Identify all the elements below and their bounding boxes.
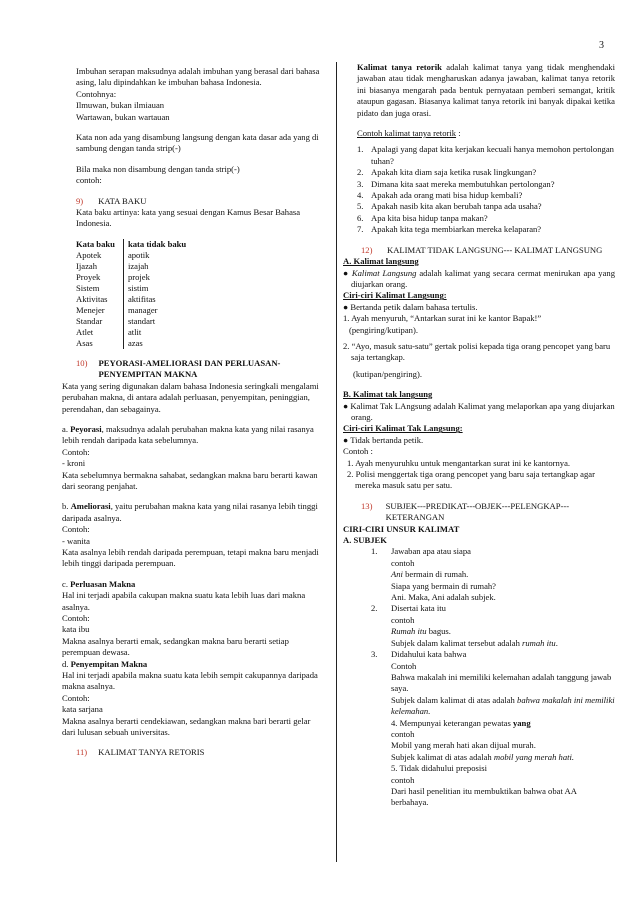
- example: kata sarjana: [62, 704, 103, 715]
- example: Ilmuwan, bukan ilmiauan: [76, 100, 165, 111]
- example: Dari hasil penelitian itu membuktikan bahwa obat AA berbahaya.: [391, 785, 577, 808]
- table-cell-tidak-baku: projek: [123, 272, 194, 283]
- section-heading-11: 11) KALIMAT TANYA RETORIS: [76, 747, 205, 758]
- example: 2. Polisi menggertak tiga orang pencopet yang baru saja tertangkap agar mereka masuk satu per satu.: [347, 469, 595, 491]
- list-item: 2. Apakah kita diam saja ketika rusak lingkungan?: [357, 167, 537, 178]
- paragraph: perubahan makna, di antara adalah perluasan, penyempitan, peninggian,: [62, 392, 310, 403]
- example: Rumah itu bagus.: [391, 626, 451, 637]
- table-row: [76, 305, 194, 316]
- paragraph: Imbuhan serapan maksudnya adalah imbuhan yang berasal dari bahasa asing, lalu dipindahkan ke imbuhan bahasa Indonesia.: [76, 66, 320, 88]
- bullet: ● Kalimat Tak LAngsung adalah Kalimat yang melaporkan apa yang diujarkan orang.: [343, 400, 615, 422]
- example: Siapa yang bermain di rumah?: [391, 580, 497, 591]
- subheading: B. Kalimat tak langsung: [343, 389, 433, 400]
- table-row: [76, 250, 194, 261]
- example: (pengiring/kutipan).: [349, 324, 418, 335]
- example: Wartawan, bukan wartauan: [76, 111, 170, 122]
- text: makna asalnya.: [62, 681, 115, 692]
- table-cell-baku: Aktivitas: [76, 293, 108, 304]
- table-cell-tidak-baku: atlit: [123, 327, 194, 338]
- example: - kroni: [62, 458, 86, 469]
- label: Contoh:: [62, 613, 90, 623]
- term-b: b. Ameliorasi, yaitu perubahan makna kata yang nilai rasanya lebih tinggi: [62, 501, 318, 512]
- table-cell-tidak-baku: sistim: [123, 283, 194, 294]
- term-a: a. Peyorasi, maksudnya adalah perubahan makna kata yang nilai rasanya: [62, 423, 314, 434]
- example: Subjek dalam kalimat di atas adalah bahwa makalah ini memiliki kelemahan.: [391, 694, 615, 717]
- table-cell-tidak-baku: azas: [123, 338, 194, 349]
- retorik-list: [343, 144, 615, 235]
- table-row: [76, 283, 194, 294]
- table-cell-tidak-baku: izajah: [123, 261, 194, 272]
- paragraph: Kata baku artinya: kata yang sesuai dengan Kamus Besar Bahasa Indonesia.: [76, 207, 301, 229]
- text: lebih tinggi daripada perempuan.: [62, 558, 176, 569]
- text: Kata asalnya lebih rendah daripada perempuan, tetapi makna baru menjadi: [62, 546, 319, 557]
- subheading: Ciri-ciri Kalimat Langsung:: [343, 290, 447, 301]
- example: Ani. Maka, Ani adalah subjek.: [391, 592, 496, 603]
- list-item: 3. Didahului kata bahwa: [371, 649, 467, 660]
- subheading: A. SUBJEK: [343, 535, 387, 546]
- table-row: [76, 316, 194, 327]
- label: Contoh: [391, 660, 417, 671]
- label: contoh: [391, 614, 415, 625]
- example: - wanita: [62, 535, 90, 546]
- table-cell-baku: Atlet: [76, 326, 94, 337]
- table-cell-baku: Standar: [76, 315, 103, 326]
- label: contoh: [391, 774, 415, 785]
- list-item: 4. Mempunyai keterangan pewatas yang: [391, 717, 531, 728]
- example: kata ibu: [62, 624, 90, 635]
- example: Subjek dalam kalimat tersebut adalah rumah itu.: [391, 637, 558, 648]
- example: (kutipan/pengiring).: [353, 368, 422, 379]
- table-cell-baku: Asas: [76, 337, 93, 348]
- text: perempuan dewasa.: [62, 647, 130, 658]
- text: dari seorang penjahat.: [62, 480, 138, 491]
- label: Contoh:: [62, 446, 90, 457]
- table-cell-tidak-baku: manager: [123, 305, 194, 316]
- label: Contohnya:: [76, 88, 117, 99]
- label: contoh:: [76, 175, 102, 186]
- example: Mobil yang merah hati akan dijual murah.: [391, 740, 536, 751]
- table-row: [76, 327, 194, 338]
- table-cell-baku: Sistem: [76, 282, 100, 293]
- subheading: CIRI-CIRI UNSUR KALIMAT: [343, 523, 460, 534]
- list-item: 5. Apakah nasib kita akan berubah tanpa ada usaha?: [357, 201, 542, 212]
- table-row: [76, 261, 194, 272]
- section-heading-9: 9) KATA BAKU: [76, 195, 147, 206]
- example: 2. “Ayo, masuk satu-satu” gertak polisi kepada tiga orang pencopet yang baru saja tertangkap.: [343, 340, 611, 363]
- list-item: 1. Apalagi yang dapat kita kerjakan kecuali hanya memohon pertolongan tuhan?: [357, 144, 614, 166]
- table-cell-baku: Proyek: [76, 271, 101, 282]
- text: Kata sebelumnya bermakna sahabat, sedangkan makna baru berarti kawan: [62, 469, 318, 480]
- text: Makna asalnya berarti cendekiawan, sedangkan makna bari berarti gelar: [62, 715, 311, 726]
- list-item: 5. Tidak didahului preposisi: [391, 763, 487, 774]
- left-column: [62, 66, 330, 759]
- text: Hal ini terjadi apabila makna suatu kata lebih sempit cakupannya daripada: [62, 670, 318, 681]
- list-item: 3. Dimana kita saat mereka membutuhkan pertolongan?: [357, 178, 555, 189]
- example: Bahwa makalah ini memiliki kelemahan adalah tanggung jawab saya.: [391, 671, 612, 694]
- bullet: ● Tidak bertanda petik.: [343, 434, 424, 445]
- list-item: 6. Apa kita bisa hidup tanpa makan?: [357, 212, 488, 223]
- text: Hal ini terjadi apabila cakupan makna suatu kata lebih luas dari makna: [62, 590, 306, 601]
- text: daripada asalnya.: [62, 512, 122, 523]
- table-row: [76, 338, 194, 349]
- text: lebih rendah daripada kata sebelumnya.: [62, 435, 199, 446]
- label: Contoh :: [343, 446, 373, 457]
- list-item: 1. Jawaban apa atau siapa: [371, 546, 471, 557]
- paragraph: Kata non ada yang disambung langsung dengan kata dasar ada yang di sambung dengan tanda strip(-): [76, 132, 319, 154]
- table-cell-tidak-baku: standart: [123, 316, 194, 327]
- contoh-retorik-label: Contoh kalimat tanya retorik :: [357, 128, 461, 139]
- table-row: [76, 272, 194, 283]
- paragraph: perendahan, dan sebagainya.: [62, 403, 161, 414]
- example: Subjek kalimat di atas adalah mobil yang merah hati.: [391, 751, 575, 762]
- table-cell-baku: Ijazah: [76, 260, 97, 271]
- retorik-definition: Kalimat tanya retorik adalah kalimat tanya yang tidak menghendaki jawaban atau tidak mengharuskan adanya jawaban, kalimat tanya retorik ini biasanya mengarah pada bentuk pernyataan pemberi semangat, kritik ataupun gagasan. Biasanya kalimat tanya retorik ini banyak dipakai ketika pidato dan juga orasi.: [357, 62, 615, 118]
- table-cell-tidak-baku: aktifitas: [123, 294, 194, 305]
- section-heading-13: 13) SUBJEK---PREDIKAT---OBJEK---PELENGKAP---KETERANGAN: [361, 500, 570, 523]
- section-heading-10: 10) PEYORASI-AMELIORASI DAN PERLUASAN-PENYEMPITAN MAKNA: [76, 357, 281, 380]
- text: Makna asalnya berarti emak, sedangkan makna baru berarti setiap: [62, 635, 289, 646]
- bullet: ● Bertanda petik dalam bahasa tertulis.: [343, 301, 478, 312]
- example: 1. Ayah menyuruhku untuk mengantarkan surat ini ke kantornya.: [347, 457, 571, 468]
- list-item: 7. Apakah kita tega membiarkan mereka kelaparan?: [357, 224, 542, 235]
- text: dari lulusan sebuah universitas.: [62, 727, 170, 738]
- example: Ani bermain di rumah.: [391, 569, 469, 580]
- text: asalnya.: [62, 601, 90, 612]
- label: Contoh:: [62, 692, 90, 703]
- paragraph: Bila maka non disambung dengan tanda strip(-): [76, 163, 240, 174]
- table-header-row: Kata baku kata tidak baku: [76, 239, 194, 250]
- table-cell-baku: Apotek: [76, 249, 102, 260]
- table-cell-baku: Menejer: [76, 304, 105, 315]
- right-column: [336, 62, 615, 862]
- list-item: 4. Apakah ada orang mati bisa hidup kembali?: [357, 190, 523, 201]
- term-d: d. Penyempitan Makna: [62, 658, 148, 669]
- table-row: [76, 294, 194, 305]
- table-cell-tidak-baku: apotik: [123, 250, 194, 261]
- label: Contoh:: [62, 524, 90, 535]
- kata-baku-table: [76, 239, 194, 349]
- text: ● Kalimat Langsung adalah kalimat yang secara cermat menirukan apa yang diujarkan orang.: [343, 267, 615, 289]
- label: contoh: [391, 557, 415, 568]
- paragraph: Kata yang sering digunakan dalam bahasa Indonesia seringkali mengalami: [62, 380, 319, 391]
- page-number: 3: [599, 40, 604, 51]
- label: contoh: [391, 728, 415, 739]
- subheading: A. Kalimat langsung: [343, 256, 419, 267]
- term-c: c. Perluasan Makna: [62, 578, 136, 589]
- section-heading-12: 12) KALIMAT TIDAK LANGSUNG--- KALIMAT LANGSUNG: [361, 244, 603, 255]
- subheading: Ciri-ciri Kalimat Tak Langsung:: [343, 423, 463, 434]
- example: 1. Ayah menyuruh, “Antarkan surat ini ke kantor Bapak!”: [343, 313, 542, 324]
- list-item: 2. Disertai kata itu: [371, 603, 446, 614]
